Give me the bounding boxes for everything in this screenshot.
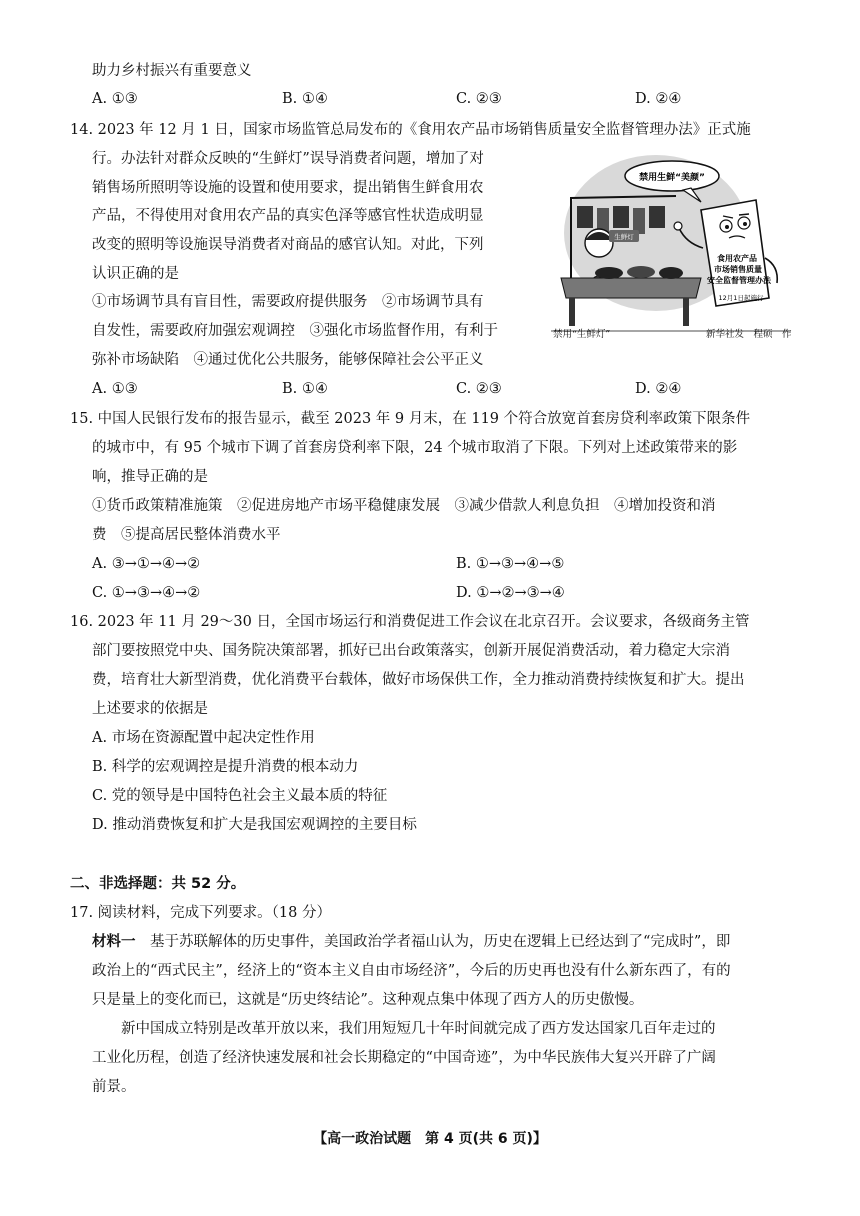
q14-stem-line: 认识正确的是 [92,266,179,282]
q15-stem-line: 响，推导正确的是 [92,469,208,485]
q17-material1-line [92,932,730,952]
q16-stem-line: 16. 2023 年 11 月 29～30 日，全国市场运行和消费促进工作会议在北京召开。会议要求，各级商务主管 [70,614,750,630]
cartoon-doc-line2: 市场销售质量 [714,265,762,274]
q17-material1-line: 政治上的“西式民主”，经济上的“资本主义自由市场经济”，今后的历史再也没有什么新东西了，有的 [92,963,731,979]
q17-material1-para2-line: 工业化历程，创造了经济快速发展和社会长期稳定的“中国奇迹”，为中华民族伟大复兴开辟了广阔 [92,1050,716,1066]
cartoon-illustration [551,148,791,343]
q14-statement-line: ①市场调节具有盲目性，需要政府提供服务 ②市场调节具有 [92,294,484,310]
cartoon-doc-date: 12月1日起施行 [718,294,764,302]
q14-stem-line: 行。办法针对群众反映的“生鲜灯”误导消费者问题，增加了对 [92,151,484,167]
footer-page: 第 4 页(共 6 页) [411,1131,533,1147]
q13-option-c: C. ②③ [456,91,502,107]
q16-option-b: B. 科学的宏观调控是提升消费的根本动力 [92,759,359,775]
q14-stem-line: 产品，不得使用对食用农产品的真实色泽等感官性状造成明显 [92,208,484,224]
q16-stem-line: 上述要求的依据是 [92,701,208,717]
page-footer [0,1129,860,1149]
q13-option-a: A. ①③ [92,91,138,107]
q15-statement-line: ①货币政策精准施策 ②促进房地产市场平稳健康发展 ③减少借款人利息负担 ④增加投资和消 [92,498,716,514]
q17-material1-para2-line: 前景。 [92,1079,136,1095]
q17-material1-para2-line: 新中国成立特别是改革开放以来，我们用短短几十年时间就完成了西方发达国家几百年走过的 [121,1021,716,1037]
q15-statement-line: 费 ⑤提高居民整体消费水平 [92,527,281,543]
q14-statement-line: 自发性，需要政府加强宏观调控 ③强化市场监督作用，有利于 [92,323,498,339]
q16-stem-line: 部门要按照党中央、国务院决策部署，抓好已出台政策落实，创新开展促消费活动，着力稳定大宗消 [92,643,730,659]
q15-option-d: D. ①→②→③→④ [456,585,565,601]
q14-option-b: B. ①④ [282,381,328,397]
q14-stem-line: 14. 2023 年 12 月 1 日，国家市场监管总局发布的《食用农产品市场销售质量安全监督管理办法》正式施 [70,122,751,138]
q13-option-b: B. ①④ [282,91,328,107]
q14-stem-line: 销售场所照明等设施的设置和使用要求，提出销售生鲜食用农 [92,180,484,196]
q13-option-d: D. ②④ [635,91,682,107]
q14-statement-line: 弥补市场缺陷 ④通过优化公共服务，能够保障社会公平正义 [92,352,484,368]
section-heading: 二、非选择题：共 52 分。 [70,876,246,892]
q14-option-d: D. ②④ [635,381,682,397]
q16-stem-line: 费，培育壮大新型消费，优化消费平台载体，做好市场保供工作，全力推动消费持续恢复和扩大。提出 [92,672,745,688]
cartoon-lamp-label: 生鲜灯 [614,233,634,241]
footer-title: 高一政治试题 [327,1131,412,1147]
cartoon-bubble-text: 禁用生鲜“美颜” [639,173,705,183]
cartoon-caption-credit: 新华社发 程硕 作 [706,329,792,340]
q17-stem: 17. 阅读材料，完成下列要求。（18 分） [70,905,331,921]
q16-option-c: C. 党的领导是中国特色社会主义最本质的特征 [92,788,388,804]
q17-material1-text: 基于苏联解体的历史事件，美国政治学者福山认为，历史在逻辑上已经达到了“完成时”，即 [150,934,731,950]
q16-option-a: A. 市场在资源配置中起决定性作用 [92,730,315,746]
q17-material1-line: 只是量上的变化而已，这就是“历史终结论”。这种观点集中体现了西方人的历史傲慢。 [92,992,644,1008]
q17-material1-label: 材料一 [92,934,136,950]
cartoon-doc-line1: 食用农产品 [717,254,757,263]
cartoon-caption-title: 禁用“生鲜灯” [553,329,611,340]
cartoon-doc-line3: 安全监督管理办法 [707,276,771,285]
q15-option-c: C. ①→③→④→② [92,585,201,601]
q15-option-b: B. ①→③→④→⑤ [456,556,565,572]
q14-cartoon [551,148,791,343]
footer-bracket-right: 】 [532,1131,547,1147]
q14-stem-line: 改变的照明等设施误导消费者对商品的感官认知。对此，下列 [92,237,484,253]
q15-stem-line: 的城市中，有 95 个城市下调了首套房贷利率下限，24 个城市取消了下限。下列对上述政策带来的影 [92,440,738,456]
q14-option-c: C. ②③ [456,381,502,397]
footer-bracket-left: 【 [313,1131,328,1147]
q15-stem-line: 15. 中国人民银行发布的报告显示，截至 2023 年 9 月末，在 119 个符合放宽首套房贷利率政策下限条件 [70,411,751,427]
q13-stem-tail: 助力乡村振兴有重要意义 [92,63,252,79]
q16-option-d: D. 推动消费恢复和扩大是我国宏观调控的主要目标 [92,817,417,833]
q15-option-a: A. ③→①→④→② [92,556,201,572]
q14-option-a: A. ①③ [92,381,138,397]
